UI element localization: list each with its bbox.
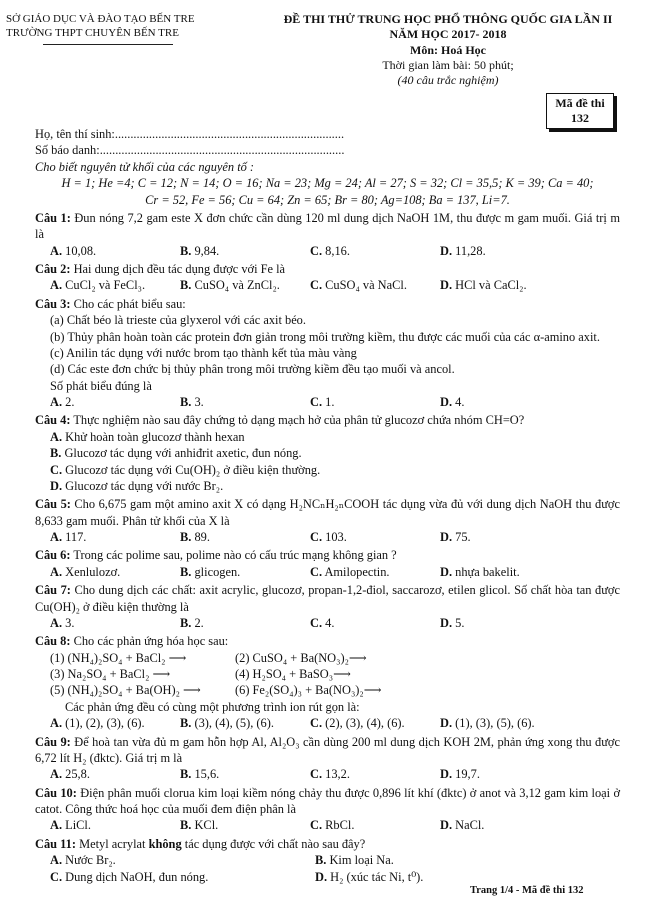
option-label: D. <box>50 478 63 493</box>
header-left <box>6 12 226 45</box>
option-b: Glucozơ tác dụng với anhiđrit axetic, đun nóng. <box>64 446 302 461</box>
option-label: A. <box>50 716 63 731</box>
option-label: A. <box>50 429 63 444</box>
statement-a: (a) Chất béo là trieste của glyxerol với các axit béo. <box>50 313 306 328</box>
option-label: D. <box>440 564 453 579</box>
question-number: Câu 5: <box>35 497 71 512</box>
option-label: B. <box>315 853 327 868</box>
option-a: (1), (2), (3), (6). <box>65 716 145 731</box>
question-text-emphasis: không <box>148 836 182 851</box>
exam-code-box <box>546 93 614 129</box>
question-text: Cho 6,675 gam một amino axit X có dạng H₂NCₙH₂ₙCOOH tác dụng vừa đủ với dung dịch NaOH thu được 8,633 gam muối. Phân tử khối của X là <box>35 497 620 528</box>
option-label: A. <box>50 243 63 258</box>
option-d: 75. <box>455 530 471 544</box>
reaction-6: (6) Fe₂(SO₄)₃ + Ba(NO₃)₂⟶ <box>235 683 382 698</box>
options-2 <box>35 277 620 293</box>
question-text: Trong các polime sau, polime nào có cấu trúc mạng không gian ? <box>73 548 397 563</box>
exam-content <box>35 126 620 885</box>
option-label: A. <box>50 615 63 630</box>
question-number: Câu 11: <box>35 836 76 851</box>
option-b: 3. <box>194 395 204 409</box>
question-number: Câu 2: <box>35 262 71 276</box>
question-text-pre: Metyl acrylat <box>79 836 149 851</box>
question-text: Cho dung dịch các chất: axit acrylic, glucozơ, propan-1,2-điol, saccarozơ, etilen glicol. Số chất hòa tan được Cu(OH)₂ ở điều kiện thường là <box>35 583 620 614</box>
exam-subject: Môn: Hoá Học <box>410 42 486 57</box>
option-label: A. <box>50 395 63 409</box>
option-label: B. <box>180 716 192 731</box>
options-8 <box>35 715 620 731</box>
option-label: A. <box>50 530 63 544</box>
question-number: Câu 4: <box>35 413 71 428</box>
option-label: B. <box>180 530 192 544</box>
option-label: D. <box>440 243 453 258</box>
reaction-4: (4) H₂SO₄ + BaSO₃⟶ <box>235 667 351 681</box>
option-label: B. <box>180 767 192 782</box>
option-label: C. <box>310 818 323 833</box>
question-text-post: tác dụng được với chất nào sau đây? <box>181 836 366 851</box>
option-a: Xenlulozơ. <box>65 564 121 579</box>
option-d: 11,28. <box>455 243 486 258</box>
option-b: glicogen. <box>194 564 241 579</box>
exam-title: ĐỀ THI THỬ TRUNG HỌC PHỔ THÔNG QUỐC GIA LẦN II <box>283 12 613 26</box>
option-row-a <box>35 429 620 445</box>
option-a: LiCl. <box>65 818 91 833</box>
option-b: CuSO₄ và ZnCl₂. <box>194 278 280 293</box>
question-number: Câu 9: <box>35 734 71 749</box>
option-label: C. <box>50 462 63 477</box>
options-7 <box>35 615 620 631</box>
option-c: RbCl. <box>325 818 355 833</box>
option-label: D. <box>440 818 453 833</box>
option-label: D. <box>440 530 453 544</box>
question-10 <box>35 785 620 818</box>
option-d: H₂ (xúc tác Ni, t⁰). <box>330 869 424 884</box>
option-c: 8,16. <box>325 243 350 258</box>
reaction-5: (5) (NH₄)₂SO₄ + Ba(OH)₂ ⟶ <box>50 683 201 698</box>
options-11-row1 <box>35 852 620 868</box>
option-a: 2. <box>65 395 75 409</box>
question-4 <box>35 412 620 428</box>
option-label: C. <box>310 615 323 630</box>
option-label: B. <box>180 278 192 293</box>
option-b: Kim loại Na. <box>329 853 394 868</box>
question-text: Cho các phản ứng hóa học sau: <box>73 634 229 649</box>
question-text: Để hoà tan vừa đủ m gam hỗn hợp Al, Al₂O₃ cần dùng 200 ml dung dịch KOH 2M, phản ứng xong thu được 6,72 lít H₂ (đktc). Giá trị m là <box>35 734 620 765</box>
option-label: D. <box>315 869 328 884</box>
question-number: Câu 6: <box>35 548 71 563</box>
reaction-2: (2) CuSO₄ + Ba(NO₃)₂⟶ <box>235 650 367 665</box>
option-d: 19,7. <box>455 767 480 782</box>
options-5 <box>35 529 620 545</box>
exam-count: (40 câu trắc nghiệm) <box>397 73 499 88</box>
reaction-row-2 <box>35 666 620 682</box>
option-b: KCl. <box>194 818 219 833</box>
option-a: 10,08. <box>65 243 97 258</box>
option-c: CuSO₄ và NaCl. <box>325 278 407 293</box>
question-6 <box>35 547 620 563</box>
option-a: 117. <box>65 530 87 544</box>
dept-name: SỞ GIÁO DỤC VÀ ĐÀO TẠO BẾN TRE <box>6 13 195 25</box>
question-1 <box>35 210 620 243</box>
option-label: A. <box>50 278 63 293</box>
option-c: (2), (3), (4), (6). <box>325 716 405 731</box>
option-label: B. <box>180 564 192 579</box>
option-label: C. <box>310 716 323 731</box>
options-9 <box>35 766 620 782</box>
option-b: 89. <box>194 530 210 544</box>
option-label: D. <box>440 278 453 293</box>
option-c: 1. <box>325 395 335 409</box>
exam-time: Thời gian làm bài: 50 phút; <box>382 58 514 73</box>
question-7 <box>35 582 620 615</box>
header-rule <box>43 44 173 45</box>
option-label: B. <box>180 615 192 630</box>
option-row-d <box>35 478 620 494</box>
option-label: C. <box>310 767 323 782</box>
option-d: 4. <box>455 395 465 409</box>
option-row-c <box>35 462 620 478</box>
option-label: B. <box>180 243 192 258</box>
atomic-intro: Cho biết nguyên tử khối của các nguyên tố : <box>35 159 255 174</box>
option-label: C. <box>310 278 323 293</box>
option-label: A. <box>50 853 63 868</box>
exam-year: NĂM HỌC 2017- 2018 <box>389 27 507 42</box>
statement-b: (b) Thủy phân hoàn toàn các protein đơn giản trong môi trường kiềm, thu được các muối của các α-amino axit. <box>50 329 600 344</box>
option-label: A. <box>50 767 63 782</box>
question-number: Câu 8: <box>35 634 71 649</box>
question-9 <box>35 734 620 767</box>
question-number: Câu 3: <box>35 296 71 311</box>
student-id-field: Số báo danh:............................................................................... <box>35 143 345 158</box>
option-c: Amilopectin. <box>324 564 390 579</box>
option-label: C. <box>50 869 63 884</box>
option-label: C. <box>310 530 323 544</box>
student-name-field: Họ, tên thí sinh:.......................................................................... <box>35 127 345 141</box>
options-1 <box>35 243 620 259</box>
reaction-row-1 <box>35 650 620 666</box>
question-number: Câu 1: <box>35 210 71 225</box>
option-c: Glucozơ tác dụng với Cu(OH)₂ ở điều kiện thường. <box>65 462 321 477</box>
question-11 <box>35 836 620 852</box>
option-d: (1), (3), (5), (6). <box>455 716 535 731</box>
option-a: 3. <box>65 615 75 630</box>
question-2 <box>35 261 620 277</box>
question-ask: Số phát biểu đúng là <box>50 378 152 393</box>
question-text: Hai dung dịch đều tác dụng được với Fe là <box>73 262 286 276</box>
options-11-row2 <box>35 869 620 885</box>
option-label: D. <box>440 716 453 731</box>
option-label: D. <box>440 395 453 409</box>
options-6 <box>35 564 620 580</box>
option-label: B. <box>180 395 192 409</box>
option-c: 103. <box>325 530 347 544</box>
option-d: 5. <box>455 615 465 630</box>
option-a: Khử hoàn toàn glucozơ thành hexan <box>65 429 245 444</box>
option-label: C. <box>310 395 323 409</box>
exam-code-value: 132 <box>571 111 589 125</box>
option-label: D. <box>440 767 453 782</box>
question-8 <box>35 633 620 649</box>
option-a: 25,8. <box>65 767 90 782</box>
option-label: D. <box>440 615 453 630</box>
question-number: Câu 10: <box>35 785 77 800</box>
question-text: Đun nóng 7,2 gam este X đơn chức cần dùng 120 ml dung dịch NaOH 1M, thu được m gam muối. Giá trị m là <box>35 210 620 242</box>
options-3 <box>35 394 620 410</box>
reaction-3: (3) Na₂SO₄ + BaCl₂ ⟶ <box>50 667 171 681</box>
option-d: HCl và CaCl₂. <box>455 278 527 293</box>
option-d: nhựa bakelit. <box>455 564 520 579</box>
reaction-1: (1) (NH₄)₂SO₄ + BaCl₂ ⟶ <box>50 650 187 665</box>
option-a: Nước Br₂. <box>65 853 116 868</box>
question-text: Thực nghiệm nào sau đây chứng tỏ dạng mạch hở của phân tử glucozơ chứa nhóm CH=O? <box>73 413 525 428</box>
option-d: NaCl. <box>455 818 485 833</box>
option-label: B. <box>180 818 192 833</box>
header-right <box>248 12 648 89</box>
option-c: 4. <box>325 615 335 630</box>
atomic-masses-1: H = 1; He =4; C = 12; N = 14; O = 16; Na = 23; Mg = 24; Al = 27; S = 32; Cl = 35,5; K = 39; Ca = 40; <box>61 176 594 191</box>
option-label: C. <box>310 243 323 258</box>
option-label: B. <box>50 446 62 461</box>
option-c: 13,2. <box>325 767 350 782</box>
question-text: Điện phân muối clorua kim loại kiềm nóng chảy thu được 0,896 lít khí (đktc) ở anot và 3,12 gam kim loại ở catot. Công thức hoá học của muối đem điện phân là <box>35 785 620 816</box>
option-d: Glucozơ tác dụng với nước Br₂. <box>65 478 224 493</box>
question-number: Câu 7: <box>35 583 71 598</box>
option-a: CuCl₂ và FeCl₃. <box>65 278 146 293</box>
option-b: (3), (4), (5), (6). <box>194 716 274 731</box>
option-label: A. <box>50 564 63 579</box>
option-row-b <box>35 445 620 461</box>
question-text: Cho các phát biểu sau: <box>73 296 186 311</box>
question-3 <box>35 296 620 312</box>
option-b: 2. <box>194 615 204 630</box>
option-label: C. <box>310 564 323 579</box>
statement-d: (d) Các este đơn chức bị thủy phân trong môi trường kiềm đều tạo muối và ancol. <box>50 362 455 377</box>
page-footer: Trang 1/4 - Mã đề thi 132 <box>470 885 584 896</box>
option-label: A. <box>50 818 63 833</box>
exam-code-label: Mã đề thi <box>555 96 605 110</box>
question-5 <box>35 496 620 529</box>
reaction-row-3 <box>35 682 620 698</box>
statement-c: (c) Anilin tác dụng với nước brom tạo thành kết tủa màu vàng <box>50 345 357 360</box>
option-b: 15,6. <box>194 767 220 782</box>
options-10 <box>35 817 620 833</box>
atomic-masses-2: Cr = 52, Fe = 56; Cu = 64; Zn = 65; Br = 80; Ag=108; Ba = 137, Li=7. <box>145 192 510 207</box>
option-b: 9,84. <box>194 243 220 258</box>
option-c: Dung dịch NaOH, đun nóng. <box>65 869 209 884</box>
question-ask: Các phản ứng đều có cùng một phương trình ion rút gọn là: <box>65 699 360 714</box>
school-name: TRƯỜNG THPT CHUYÊN BẾN TRE <box>6 27 179 40</box>
